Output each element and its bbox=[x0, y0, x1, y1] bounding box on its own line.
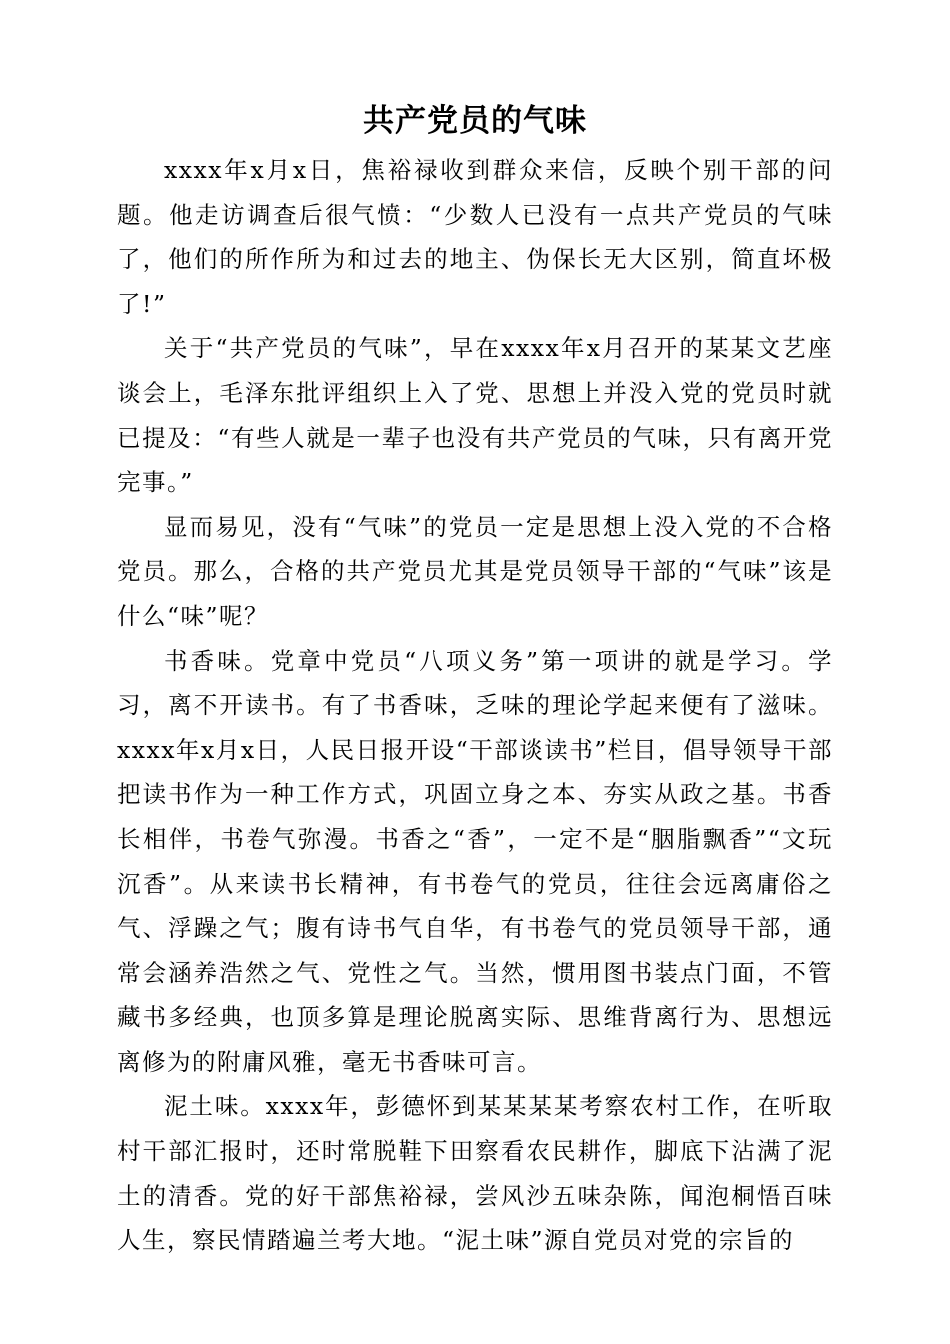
document-title: 共产党员的气味 bbox=[363, 103, 587, 139]
document-body bbox=[117, 148, 833, 1263]
paragraph-5: 泥土味。xxxx年，彭德怀到某某某某考察农村工作，在听取村干部汇报时，还时常脱鞋下田察看农民耕作，脚底下沾满了泥土的清香。党的好干部焦裕禄，尝风沙五味杂陈，闻泡桐悟百味人生，察民情踏遍兰考大地。“泥土味”源自党员对党的宗旨的 bbox=[117, 1092, 833, 1255]
paragraph-4: 书香味。党章中党员“八项义务”第一项讲的就是学习。学习，离不开读书。有了书香味，乏味的理论学起来便有了滋味。xxxx年x月x日，人民日报开设“干部谈读书”栏目，倡导领导干部把读书作为一种工作方式，巩固立身之本、夯实从政之基。书香长相伴，书卷气弥漫。书香之“香”，一定不是“胭脂飘香”“文玩沉香”。从来读书长精神，有书卷气的党员，往往会远离庸俗之气、浮躁之气；腹有诗书气自华，有书卷气的党员领导干部，通常会涵养浩然之气、党性之气。当然，惯用图书装点门面，不管藏书多经典，也顶多算是理论脱离实际、思维背离行为、思想远离修为的附庸风雅，毫无书香味可言。 bbox=[117, 646, 833, 1076]
paragraph-1: xxxx年x月x日，焦裕禄收到群众来信，反映个别干部的问题。他走访调查后很气愤：“少数人已没有一点共产党员的气味了，他们的所作所为和过去的地主、伪保长无大区别，简直坏极了!” bbox=[117, 156, 833, 318]
paragraph-2: 关于“共产党员的气味”，早在xxxx年x月召开的某某文艺座谈会上，毛泽东批评组织上入了党、思想上并没入党的党员时就已提及：“有些人就是一辈子也没有共产党员的气味，只有离开党完事。” bbox=[117, 334, 833, 497]
paragraph-3: 显而易见，没有“气味”的党员一定是思想上没入党的不合格党员。那么，合格的共产党员尤其是党员领导干部的“气味”该是什么“味”呢？ bbox=[117, 512, 833, 630]
